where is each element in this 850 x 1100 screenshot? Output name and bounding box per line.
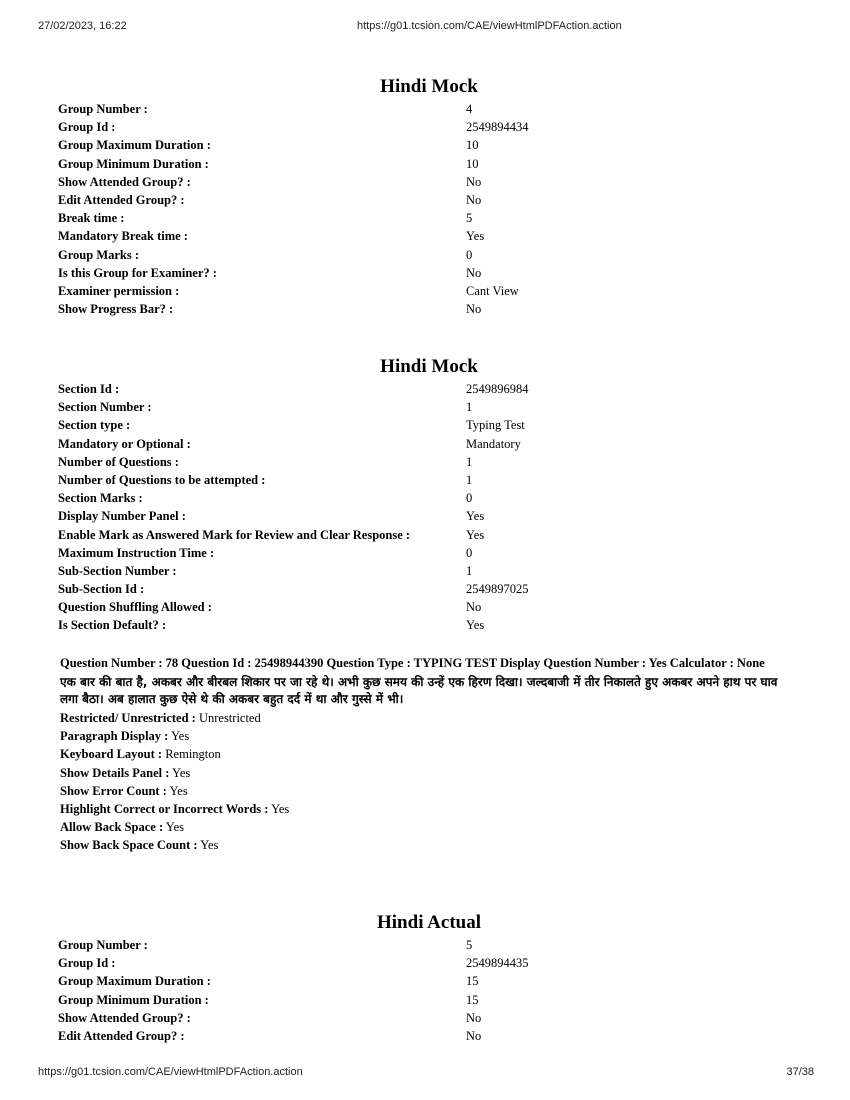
property-label: Restricted/ Unrestricted : <box>60 711 196 725</box>
property-label: Allow Back Space : <box>60 820 164 835</box>
property-label: Highlight Correct or Incorrect Words : <box>60 801 269 816</box>
detail-label: Question Shuffling Allowed : <box>58 600 212 615</box>
detail-value: 0 <box>466 545 473 560</box>
property-value: Unrestricted <box>198 711 261 725</box>
print-url: https://g01.tcsion.com/CAE/viewHtmlPDFAction.action <box>357 20 622 32</box>
detail-row <box>58 562 798 580</box>
detail-label: Section Marks : <box>58 491 143 506</box>
detail-value: 10 <box>466 138 479 153</box>
detail-label: Group Marks : <box>58 247 140 262</box>
detail-row <box>58 453 798 471</box>
detail-row <box>58 155 798 173</box>
detail-value: 10 <box>466 156 479 171</box>
detail-row <box>58 616 798 634</box>
property-label: Paragraph Display : <box>60 729 169 744</box>
detail-label: Group Minimum Duration : <box>58 156 209 171</box>
detail-row <box>58 580 798 598</box>
detail-row <box>58 471 798 489</box>
detail-value: 2549896984 <box>466 382 529 396</box>
property-label: Show Details Panel : <box>60 765 170 780</box>
detail-value: No <box>466 600 482 615</box>
detail-row <box>58 972 798 990</box>
detail-value: 1 <box>466 472 473 487</box>
detail-value: Cant View <box>466 283 519 298</box>
property-row <box>60 836 790 854</box>
detail-label: Show Attended Group? : <box>58 1010 191 1025</box>
footer-url: https://g01.tcsion.com/CAE/viewHtmlPDFAction.action <box>38 1066 303 1078</box>
property-row <box>60 800 790 818</box>
detail-value: 2549894434 <box>466 120 529 135</box>
detail-row <box>58 191 798 209</box>
detail-label: Mandatory Break time : <box>58 229 188 244</box>
question-passage: एक बार की बात है, अकबर और बीरबल शिकार पर जा रहे थे। अभी कुछ समय की उन्हें एक हिरण दिखा। जल्दबाजी में तीर निकालते हुए अकबर अपने हाथ पर घाव लगा बैठा। अब हालात कुछ ऐसे थे की अकबर बहुत दर्द में था और गुस्से में भी। <box>60 675 778 706</box>
detail-label: Number of Questions to be attempted : <box>58 472 266 487</box>
detail-label: Mandatory or Optional : <box>58 436 191 451</box>
detail-label: Is Section Default? : <box>58 618 166 633</box>
detail-row <box>58 282 798 300</box>
property-value: Yes <box>172 765 191 780</box>
group-details-2 <box>58 936 798 1045</box>
property-value: Yes <box>165 820 184 835</box>
detail-value: Yes <box>466 229 485 244</box>
detail-row <box>58 246 798 264</box>
detail-row <box>58 100 798 118</box>
detail-row <box>58 936 798 954</box>
detail-value: 5 <box>466 211 473 226</box>
detail-label: Show Attended Group? : <box>58 174 191 189</box>
group-details <box>58 100 798 318</box>
detail-row <box>58 398 798 416</box>
property-value: Remington <box>165 747 221 762</box>
detail-label: Group Maximum Duration : <box>58 138 211 153</box>
page-number: 37/38 <box>786 1066 814 1078</box>
detail-row <box>58 598 798 616</box>
detail-row <box>58 544 798 562</box>
detail-row <box>58 526 798 544</box>
question-block <box>60 656 790 855</box>
detail-row <box>58 1009 798 1027</box>
detail-value: No <box>466 1010 482 1025</box>
detail-label: Section type : <box>58 418 131 433</box>
detail-row <box>58 507 798 525</box>
detail-value: Mandatory <box>466 436 521 451</box>
detail-label: Group Id : <box>58 120 116 135</box>
group-title-2: Hindi Actual <box>377 912 481 933</box>
detail-label: Edit Attended Group? : <box>58 1028 185 1043</box>
detail-row <box>58 489 798 507</box>
detail-value: 5 <box>466 938 473 952</box>
detail-row <box>58 300 798 318</box>
detail-label: Sub-Section Id : <box>58 582 145 597</box>
detail-label: Group Number : <box>58 102 148 116</box>
detail-label: Maximum Instruction Time : <box>58 545 215 560</box>
property-label: Keyboard Layout : <box>60 747 163 762</box>
detail-value: Typing Test <box>466 418 525 433</box>
property-row <box>60 818 790 836</box>
detail-value: No <box>466 1028 482 1043</box>
detail-label: Display Number Panel : <box>58 509 186 524</box>
detail-label: Show Progress Bar? : <box>58 302 174 317</box>
detail-value: Yes <box>466 618 485 633</box>
detail-row <box>58 264 798 282</box>
detail-label: Group Minimum Duration : <box>58 992 209 1007</box>
detail-value: 1 <box>466 400 473 415</box>
detail-row <box>58 416 798 434</box>
detail-row <box>58 435 798 453</box>
detail-label: Examiner permission : <box>58 283 180 298</box>
detail-row <box>58 136 798 154</box>
detail-value: No <box>466 174 482 189</box>
detail-label: Is this Group for Examiner? : <box>58 265 217 280</box>
question-header: Question Number : 78 Question Id : 25498944390 Question Type : TYPING TEST Display Question Number : Yes Calculator : None <box>60 656 765 670</box>
detail-row <box>58 380 798 398</box>
detail-value: 4 <box>466 102 473 116</box>
property-value: Yes <box>271 801 290 816</box>
detail-value: Yes <box>466 509 485 524</box>
detail-value: 0 <box>466 247 473 262</box>
detail-row <box>58 118 798 136</box>
detail-value: 2549897025 <box>466 582 529 597</box>
detail-label: Group Number : <box>58 938 148 952</box>
detail-label: Section Number : <box>58 400 152 415</box>
detail-label: Sub-Section Number : <box>58 563 177 578</box>
property-row <box>60 782 790 800</box>
detail-label: Edit Attended Group? : <box>58 192 185 207</box>
group-title: Hindi Mock <box>380 76 478 97</box>
detail-row <box>58 1027 798 1045</box>
detail-label: Group Id : <box>58 956 116 971</box>
print-timestamp: 27/02/2023, 16:22 <box>38 20 127 32</box>
detail-row <box>58 954 798 972</box>
detail-label: Group Maximum Duration : <box>58 974 211 989</box>
property-label: Show Back Space Count : <box>60 838 198 853</box>
detail-value: No <box>466 265 482 280</box>
detail-value: 15 <box>466 974 479 989</box>
detail-label: Number of Questions : <box>58 454 179 469</box>
detail-value: 1 <box>466 563 473 578</box>
detail-value: No <box>466 302 482 317</box>
section-details <box>58 380 798 635</box>
property-value: Yes <box>171 729 190 744</box>
detail-value: 15 <box>466 992 479 1007</box>
detail-value: 2549894435 <box>466 956 529 971</box>
property-label: Show Error Count : <box>60 783 167 798</box>
detail-label: Break time : <box>58 211 125 226</box>
property-value: Yes <box>200 838 219 853</box>
detail-value: No <box>466 192 482 207</box>
question-properties <box>60 709 790 855</box>
detail-row <box>58 227 798 245</box>
detail-value: 0 <box>466 491 473 506</box>
property-row <box>60 745 790 763</box>
property-row <box>60 727 790 745</box>
detail-label: Enable Mark as Answered Mark for Review and Clear Response : <box>58 527 411 542</box>
detail-value: Yes <box>466 527 485 542</box>
property-row <box>60 764 790 782</box>
detail-row <box>58 209 798 227</box>
detail-label: Section Id : <box>58 382 120 396</box>
detail-row <box>58 991 798 1009</box>
detail-value: 1 <box>466 454 473 469</box>
section-title: Hindi Mock <box>380 356 478 377</box>
property-value: Yes <box>169 783 188 798</box>
detail-row <box>58 173 798 191</box>
property-row <box>60 709 790 727</box>
